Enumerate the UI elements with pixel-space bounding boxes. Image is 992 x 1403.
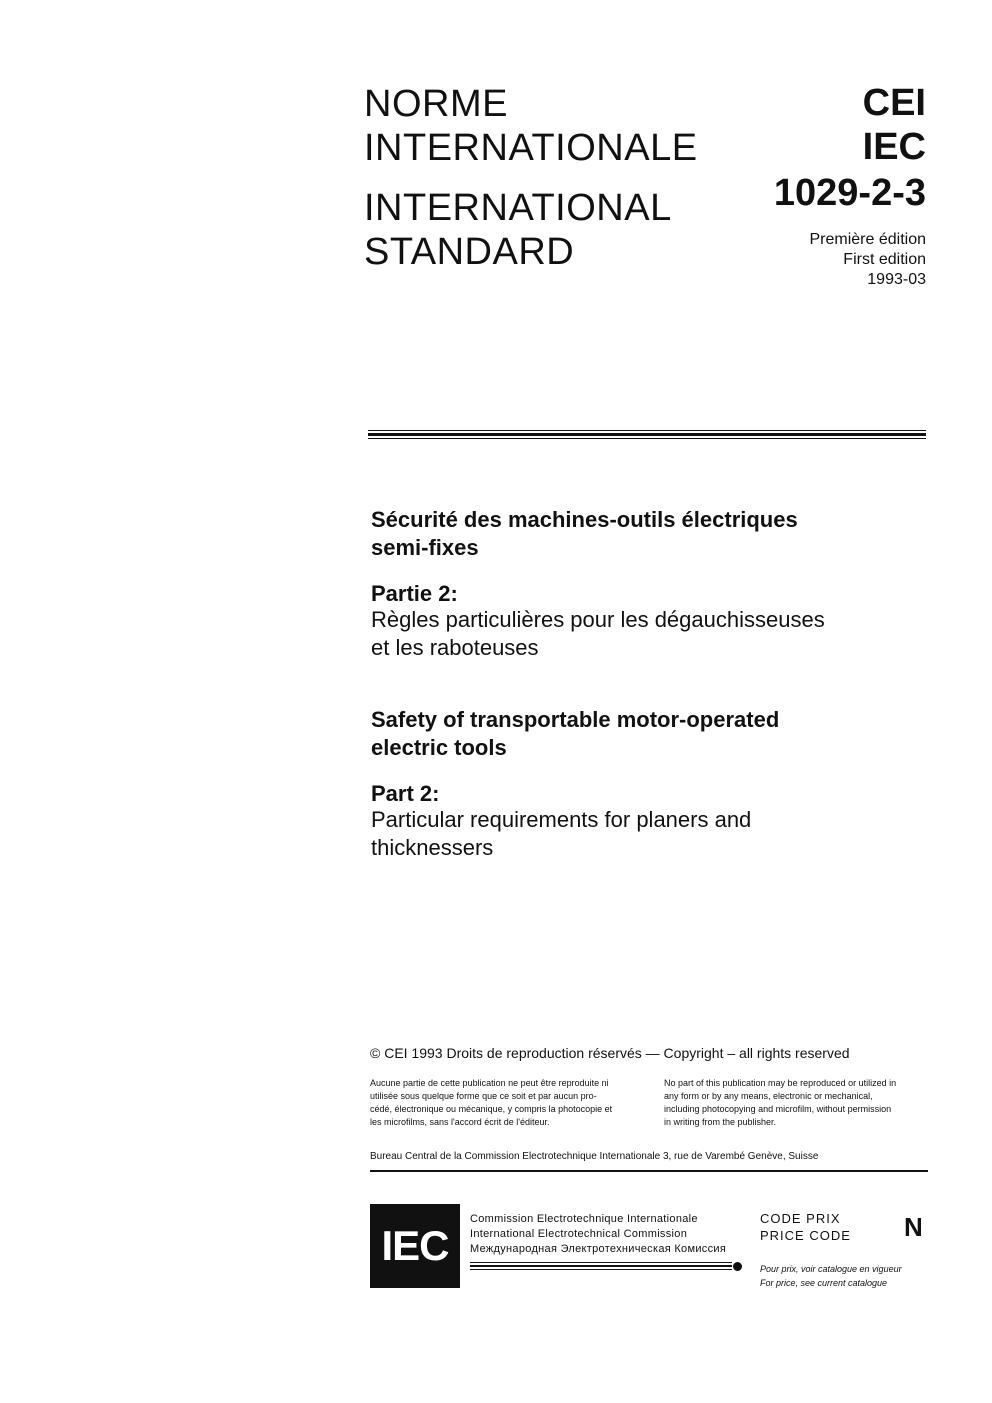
copyright-en-line2: any form or by any means, electronic or mechanical, bbox=[664, 1091, 873, 1101]
commission-rule-dot bbox=[733, 1262, 742, 1271]
copyright-fr-line2: utilisée sous quelque forme que ce soit et par aucun pro- bbox=[370, 1091, 597, 1101]
title-fr-line1: NORME bbox=[364, 83, 508, 125]
copyright-fr-line3: cédé, électronique ou mécanique, y compris la photocopie et bbox=[370, 1104, 613, 1114]
price-note-fr: Pour prix, voir catalogue en vigueur bbox=[760, 1264, 902, 1274]
ref-number: 1029-2-3 bbox=[773, 172, 926, 214]
iec-logo-text: IEC bbox=[381, 1222, 449, 1269]
copyright-notice-en bbox=[664, 1077, 928, 1129]
copyright-en-line3: including photocopying and microfilm, without permission bbox=[664, 1104, 892, 1114]
commission-ru: Международная Электротехническая Комиссия bbox=[470, 1243, 727, 1255]
title-fr-part-line1: Règles particulières pour les dégauchisseuses bbox=[371, 607, 825, 632]
price-code-letter: N bbox=[904, 1212, 923, 1242]
copyright-en-line4: in writing from the publisher. bbox=[664, 1117, 777, 1127]
copyright-en-line1: No part of this publication may be reproduced or utilized in bbox=[664, 1078, 897, 1088]
ref-cei: CEI bbox=[862, 82, 926, 124]
price-note-en: For price, see current catalogue bbox=[760, 1278, 888, 1288]
title-fr-main-line2: semi-fixes bbox=[371, 535, 479, 560]
title-en-main-line2: electric tools bbox=[371, 735, 507, 760]
ref-iec: IEC bbox=[862, 126, 926, 168]
iec-logo bbox=[370, 1204, 460, 1288]
title-en-part-line1: Particular requirements for planers and bbox=[371, 807, 752, 832]
title-en-line2: STANDARD bbox=[364, 231, 575, 273]
title-fr-main-line1: Sécurité des machines-outils électriques bbox=[371, 507, 798, 532]
title-fr-line2: INTERNATIONALE bbox=[364, 127, 698, 169]
commission-rule bbox=[470, 1262, 732, 1270]
code-prix-label: CODE PRIX bbox=[760, 1211, 841, 1226]
title-en-part-line2: thicknessers bbox=[371, 835, 494, 860]
commission-en: International Electrotechnical Commission bbox=[470, 1228, 688, 1240]
edition-fr: Première édition bbox=[809, 231, 926, 248]
edition-en: First edition bbox=[843, 251, 926, 268]
title-fr-part-line2: et les raboteuses bbox=[371, 635, 539, 660]
price-code-label: PRICE CODE bbox=[760, 1228, 851, 1243]
copyright-line: © CEI 1993 Droits de reproduction réservés — Copyright – all rights reserved bbox=[370, 1045, 850, 1061]
copyright-fr-line1: Aucune partie de cette publication ne peut être reproduite ni bbox=[370, 1078, 609, 1088]
header-divider bbox=[368, 430, 926, 439]
title-en-part-label: Part 2: bbox=[371, 781, 440, 806]
title-fr-part-label: Partie 2: bbox=[371, 581, 458, 606]
footer-divider bbox=[370, 1170, 928, 1172]
title-en-main-line1: Safety of transportable motor-operated bbox=[371, 707, 780, 732]
bureau-address: Bureau Central de la Commission Electrotechnique Internationale 3, rue de Varembé Genève, Suisse bbox=[370, 1151, 819, 1162]
commission-fr: Commission Electrotechnique Internationale bbox=[470, 1213, 698, 1225]
copyright-fr-line4: les microfilms, sans l'accord écrit de l'éditeur. bbox=[370, 1117, 550, 1127]
edition-date: 1993-03 bbox=[867, 271, 926, 288]
copyright-notice-fr bbox=[370, 1077, 642, 1129]
title-en-line1: INTERNATIONAL bbox=[364, 187, 672, 229]
